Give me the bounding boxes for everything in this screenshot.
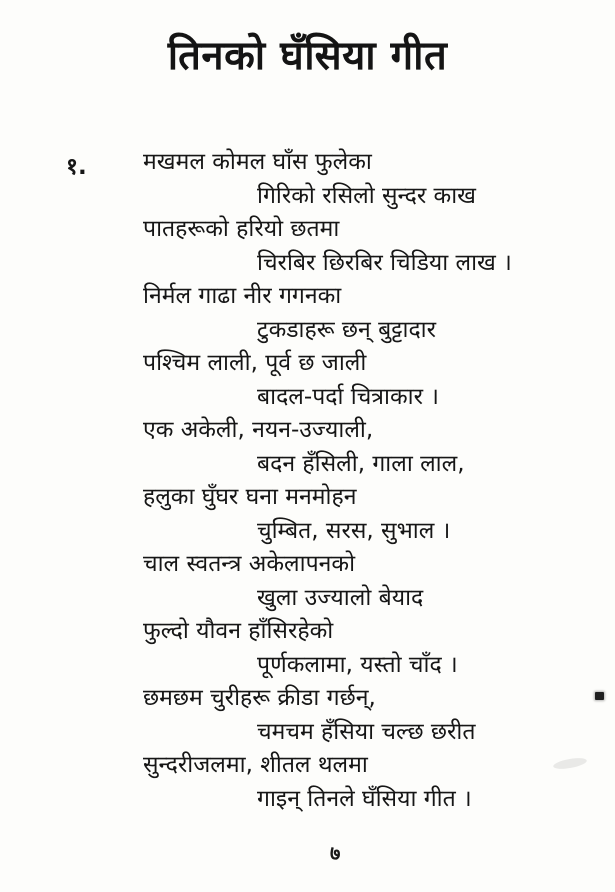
- poem-line: चिरबिर छिरबिर चिडिया लाख ।: [257, 249, 512, 276]
- poem-line: फुल्दो यौवन हाँसिरहेको: [143, 618, 334, 644]
- poem-line: सुन्दरीजलमा, शीतल थलमा: [143, 752, 368, 778]
- poem-body: [143, 146, 583, 816]
- poem-line: बदन हँसिली, गाला लाल,: [257, 450, 465, 477]
- stanza-number: १.: [66, 154, 87, 180]
- poem-line: टुकडाहरू छन् बुट्टादार: [257, 316, 437, 343]
- poem-title: तिनको घँसिया गीत: [167, 33, 448, 79]
- poem-line: चुम्बित, सरस, सुभाल ।: [257, 517, 451, 544]
- poem-line: गिरिको रसिलो सुन्दर काख: [257, 182, 476, 209]
- poem-line: बादल-पर्दा चित्राकार ।: [257, 383, 440, 410]
- poem-line: पश्चिम लाली, पूर्व छ जाली: [143, 350, 367, 376]
- poem-line: मखमल कोमल घाँस फुलेका: [143, 149, 372, 175]
- poem-line: हलुका घुँघर घना मनमोहन: [143, 484, 357, 510]
- poem-line: निर्मल गाढा नीर गगनका: [143, 283, 342, 309]
- poem-line: पूर्णकलामा, यस्तो चाँद ।: [257, 651, 458, 678]
- poem-line: चाल स्वतन्त्र अकेलापनको: [143, 551, 356, 577]
- poem-line: पातहरूको हरियो छतमा: [143, 216, 340, 242]
- poem-line: खुला उज्यालो बेयाद: [257, 584, 424, 611]
- poem-line: एक अकेली, नयन-उज्याली,: [143, 417, 374, 443]
- page-number: ७: [330, 841, 341, 865]
- poem-line: गाइन् तिनले घँसिया गीत ।: [257, 785, 472, 812]
- poem-line: छमछम चुरीहरू क्रीडा गर्छन्,: [143, 685, 376, 711]
- scan-artifact-spot: [595, 692, 604, 700]
- poem-line: चमचम हँसिया चल्छ छरीत: [257, 718, 476, 745]
